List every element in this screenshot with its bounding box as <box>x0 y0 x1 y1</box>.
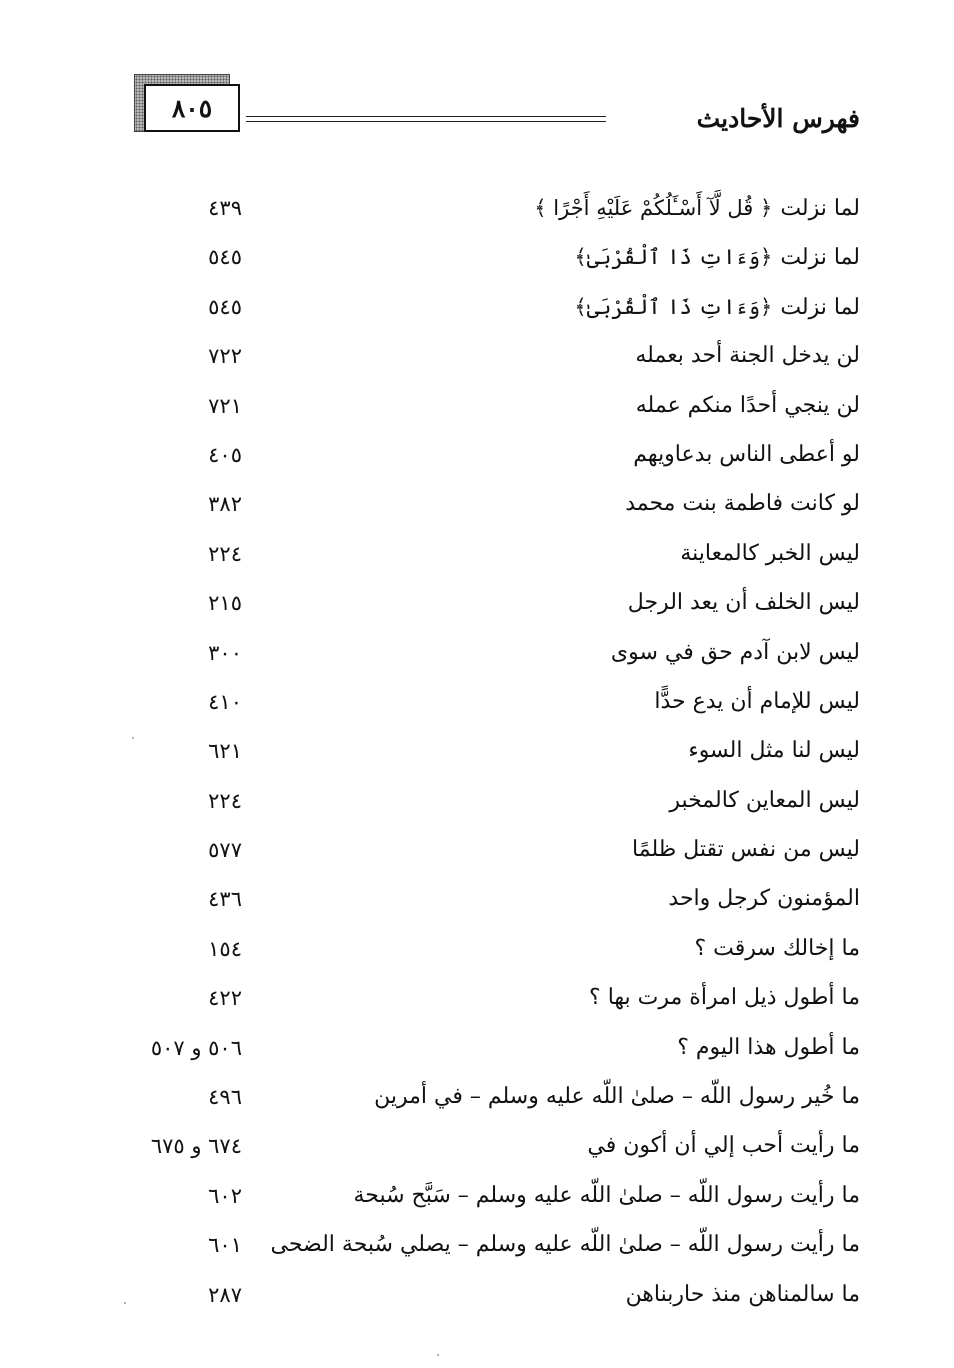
entry-text: ما أطول ذيل امرأة مرت بها ؟ <box>589 985 860 1011</box>
page-reference: ٦٠١ <box>208 1233 242 1258</box>
list-item <box>0 531 954 580</box>
header-rule <box>246 116 606 122</box>
list-item <box>0 679 954 728</box>
entry-text: ليس للإمام أن يدع حدًّا <box>654 688 860 714</box>
list-item <box>0 975 954 1024</box>
list-item <box>0 580 954 629</box>
entry-text: ما إخالك سرقت ؟ <box>694 935 860 961</box>
list-item <box>0 1173 954 1222</box>
entry-text: لما نزلت﴿وَءَاتِ ذَا ٱلْقُرْبَىٰ﴾ <box>574 245 860 271</box>
entry-text: ليس من نفس تقتل ظلمًا <box>632 837 860 863</box>
page-reference: ٤٣٦ <box>208 887 242 912</box>
page-reference: ٥٤٥ <box>208 245 242 270</box>
entry-text: ما سالمناهن منذ حاربناهن <box>625 1281 860 1307</box>
page-reference: ١٥٤ <box>208 936 242 961</box>
entry-text: ما رأيت رسول اللّه – صلىٰ اللّه عليه وسلم – يصلي سُبحة الضحى <box>270 1232 860 1258</box>
list-item <box>0 185 954 234</box>
page-reference: ٦٢١ <box>208 739 242 764</box>
quran-verse: ﴿ قُل لَّآ أَسْـَٔلُكُمْ عَلَيْهِ أَجْرًا ﴾ <box>534 196 773 220</box>
quran-verse: ﴿وَءَاتِ ذَا ٱلْقُرْبَىٰ﴾ <box>574 294 773 319</box>
page-reference: ٥٤٥ <box>208 294 242 319</box>
list-item <box>0 1222 954 1271</box>
page-reference: ٥٠٦ و ٥٠٧ <box>150 1035 242 1060</box>
list-item <box>0 926 954 975</box>
list-item <box>0 1272 954 1321</box>
entry-text: ما رأيت أحب إلي أن أكون في <box>587 1133 860 1159</box>
scan-speck <box>124 1302 126 1304</box>
list-item <box>0 333 954 382</box>
page-reference: ٤٠٥ <box>208 442 242 467</box>
list-item <box>0 827 954 876</box>
page-reference: ٢١٥ <box>208 591 242 616</box>
entry-text: لن ينجي أحدًا منكم عمله <box>635 392 860 418</box>
page-reference: ٣٠٠ <box>208 640 242 665</box>
list-item <box>0 876 954 925</box>
entry-text: ليس المعاين كالمخبر <box>669 787 860 813</box>
entry-text: ما أطول هذا اليوم ؟ <box>677 1034 860 1060</box>
hadith-index-list <box>0 185 954 1321</box>
list-item <box>0 284 954 333</box>
page-title: فهرس الأحاديث <box>696 104 860 133</box>
page-reference: ٤٢٢ <box>208 986 242 1011</box>
list-item <box>0 630 954 679</box>
entry-text: لما نزلت﴿ قُل لَّآ أَسْـَٔلُكُمْ عَلَيْهِ أَجْرًا ﴾ <box>534 196 860 221</box>
entry-text: ليس لنا مثل السوء <box>688 738 860 764</box>
list-item <box>0 1025 954 1074</box>
list-item <box>0 481 954 530</box>
page-reference: ٤٣٩ <box>208 196 242 220</box>
page-reference: ٧٢١ <box>208 393 242 418</box>
list-item <box>0 728 954 777</box>
page-number-box <box>134 74 230 132</box>
page-reference: ٢٢٤ <box>208 541 242 566</box>
entry-text: ليس الخلف أن يعد الرجل <box>627 590 860 616</box>
list-item <box>0 383 954 432</box>
entry-text: ليس الخبر كالمعاينة <box>680 540 860 566</box>
quran-verse: ﴿وَءَاتِ ذَا ٱلْقُرْبَىٰ﴾ <box>574 245 773 270</box>
entry-text: ما رأيت رسول اللّه – صلىٰ اللّه عليه وسلم – سَبَّح سُبحة <box>353 1182 860 1208</box>
page-reference: ٤١٠ <box>208 689 242 714</box>
entry-text: لن يدخل الجنة أحد بعمله <box>635 343 860 369</box>
entry-text: ما خُير رسول اللّه – صلىٰ اللّه عليه وسلم – في أمرين <box>374 1084 860 1110</box>
entry-text: المؤمنون كرجل واحد <box>668 886 860 912</box>
page-reference: ٧٢٢ <box>208 344 242 369</box>
scan-speck <box>132 737 134 739</box>
entry-text: ليس لابن آدم حق في سوى <box>610 639 860 665</box>
page-reference: ٦٠٢ <box>208 1183 242 1208</box>
list-item <box>0 432 954 481</box>
list-item <box>0 778 954 827</box>
page-reference: ٢٨٧ <box>208 1282 242 1307</box>
page-reference: ٦٧٤ و ٦٧٥ <box>150 1134 242 1159</box>
page-number: ٨٠٥ <box>144 84 240 132</box>
entry-text: لو كانت فاطمة بنت محمد <box>625 491 860 517</box>
entry-text: لو أعطى الناس بدعاويهم <box>633 441 860 467</box>
list-item <box>0 234 954 283</box>
page-reference: ٥٧٧ <box>208 838 242 863</box>
page-reference: ٣٨٢ <box>208 492 242 517</box>
page-reference: ٢٢٤ <box>208 788 242 813</box>
list-item <box>0 1123 954 1172</box>
scan-speck <box>437 1354 439 1356</box>
page-reference: ٤٩٦ <box>208 1085 242 1110</box>
list-item <box>0 1074 954 1123</box>
entry-text: لما نزلت﴿وَءَاتِ ذَا ٱلْقُرْبَىٰ﴾ <box>574 294 860 320</box>
